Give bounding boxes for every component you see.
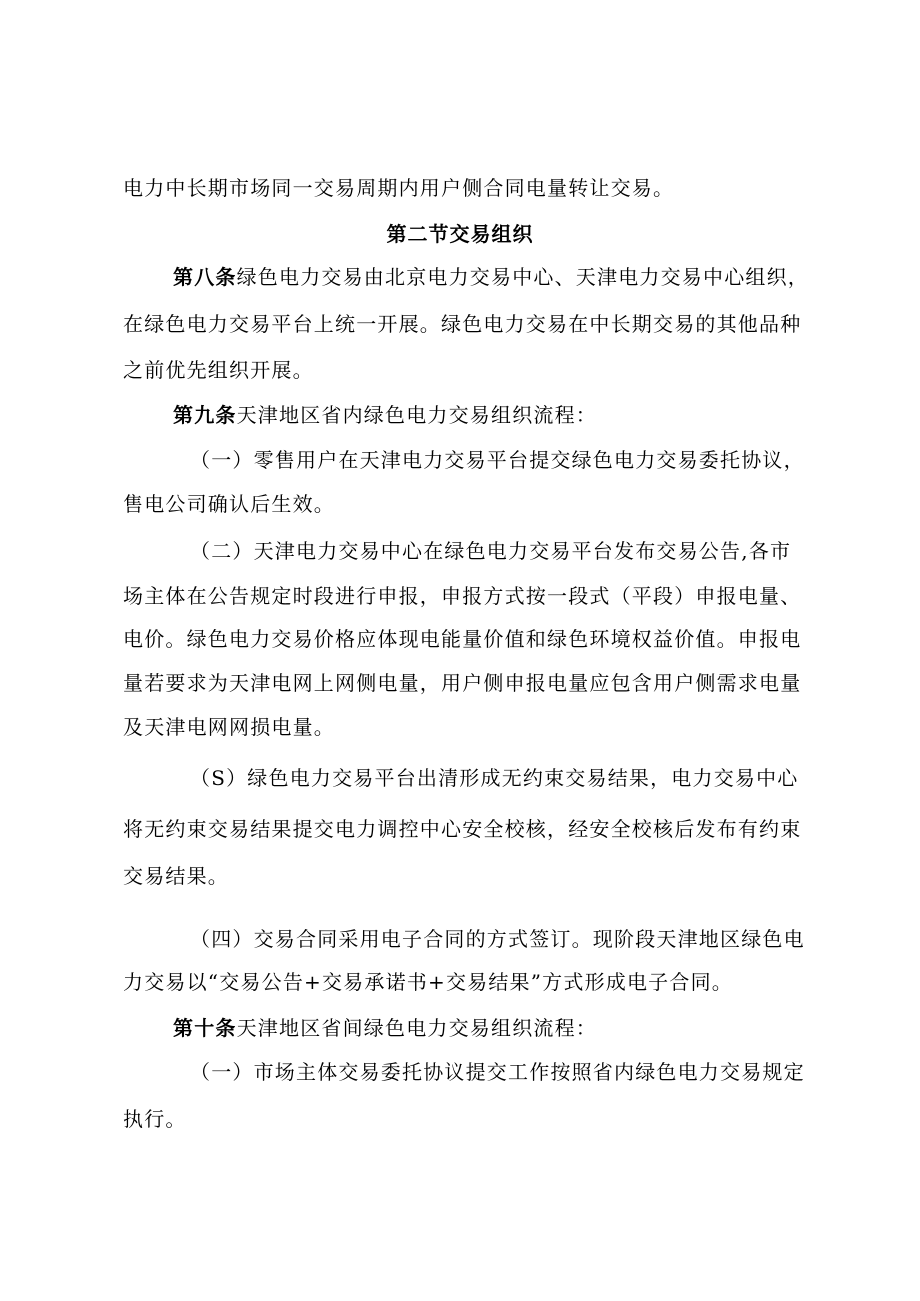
text-line: 电价。绿色电力交易价格应体现电能量价值和绿色环境权益价值。申报电 bbox=[123, 627, 802, 651]
article-10-text: 天津地区省间绿色电力交易组织流程： bbox=[236, 1016, 598, 1040]
article-8-label: 第八条 bbox=[173, 265, 237, 289]
text-line: （S）绿色电力交易平台出清形成无约束交易结果，电力交易中心 bbox=[190, 766, 799, 790]
text-line: （四）交易合同采用电子合同的方式签订。现阶段天津地区绿色电 bbox=[190, 927, 805, 951]
text-line: （二）天津电力交易中心在绿色电力交易平台发布交易公告,各市 bbox=[190, 539, 792, 563]
text-line: 将无约束交易结果提交电力调控中心安全校核，经安全校核后发布有约束 bbox=[123, 817, 802, 841]
article-9-label: 第九条 bbox=[173, 403, 237, 427]
text-line: 量若要求为天津电网上网侧电量，用户侧申报电量应包含用户侧需求电量 bbox=[123, 671, 802, 695]
text-line: 及天津电网网损电量。 bbox=[123, 715, 335, 739]
text-line: （一）零售用户在天津电力交易平台提交绿色电力交易委托协议， bbox=[190, 448, 805, 472]
article-8-text: 绿色电力交易由北京电力交易中心、天津电力交易中心组织， bbox=[236, 265, 810, 289]
text-line: 之前优先组织开展。 bbox=[123, 358, 314, 382]
text-line: 力交易以“交易公告+交易承诺书+交易结果”方式形成电子合同。 bbox=[123, 970, 733, 994]
text-line: 场主体在公告规定时段进行申报，申报方式按一段式（平段）申报电量、 bbox=[123, 584, 802, 608]
text-line: （一）市场主体交易委托协议提交工作按照省内绿色电力交易规定 bbox=[190, 1060, 805, 1084]
article-10-line bbox=[173, 1014, 863, 1042]
article-9-text: 天津地区省内绿色电力交易组织流程： bbox=[236, 403, 598, 427]
article-10-label: 第十条 bbox=[173, 1016, 237, 1040]
article-8-line-1 bbox=[173, 263, 863, 291]
text-line: 执行。 bbox=[123, 1107, 187, 1131]
article-9-line bbox=[173, 401, 863, 429]
text-line: 交易结果。 bbox=[123, 864, 229, 888]
section-heading: 第二节交易组织 bbox=[386, 222, 534, 246]
text-line: 在绿色电力交易平台上统一开展。绿色电力交易在中长期交易的其他品种 bbox=[123, 312, 802, 336]
text-line: 售电公司确认后生效。 bbox=[123, 492, 335, 516]
text-line: 电力中长期市场同一交易周期内用户侧合同电量转让交易。 bbox=[123, 176, 675, 200]
